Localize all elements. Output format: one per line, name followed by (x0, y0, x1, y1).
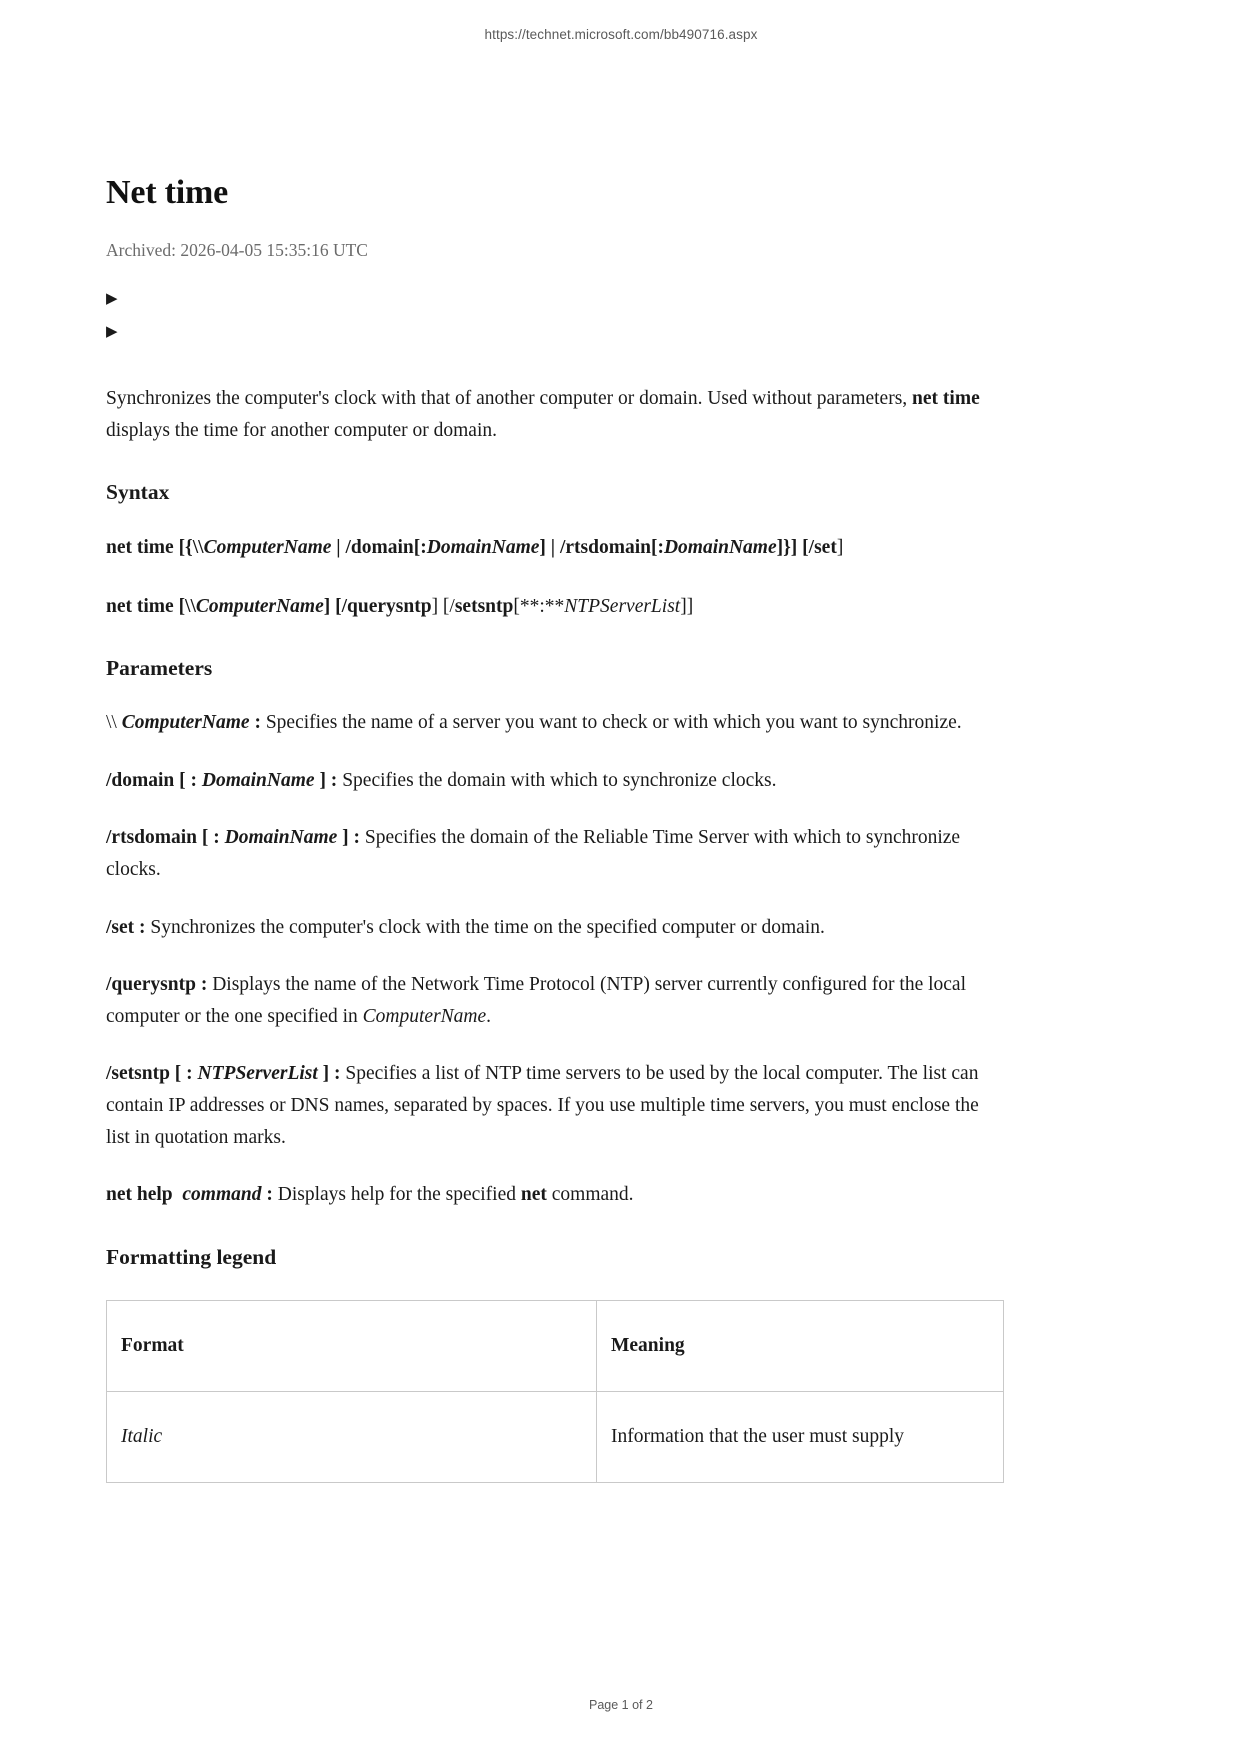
param6-term: net help (106, 1184, 173, 1206)
param1-term-var: DomainName (201, 769, 315, 791)
param6-desc-pre: Displays help for the specified (272, 1184, 521, 1206)
parameters-heading: Parameters (106, 656, 213, 681)
param3-desc: Synchronizes the computer's clock with the time on the specified computer or domain. (145, 916, 825, 938)
syntax-line-2 (106, 591, 1004, 623)
syntax2-b1: [\\ (173, 595, 196, 617)
source-url: https://technet.microsoft.com/bb490716.aspx (484, 27, 758, 42)
param5-term-var: NTPServerList (197, 1063, 318, 1085)
param4-term: /querysntp (106, 974, 196, 996)
parameter-set (106, 912, 1004, 944)
syntax2-bi2: NTPServerList (564, 595, 681, 617)
table-row (107, 1391, 1004, 1482)
syntax1-cmd: net time (106, 537, 174, 559)
param1-term-a: /domain [ : (106, 769, 202, 791)
syntax1-bi2: DomainName (426, 537, 540, 559)
syntax2-cmd: net time (106, 595, 174, 617)
parameter-rtsdomain (106, 822, 1004, 885)
param4-desc-post: . (486, 1005, 492, 1027)
syntax1-b2: | /domain[: (331, 537, 427, 559)
param1-desc: Specifies the domain with which to synchronize clocks. (337, 769, 777, 791)
parameter-domain (106, 765, 1004, 797)
formatting-legend-table (106, 1300, 1004, 1483)
intro-bold-command: net time (912, 388, 980, 409)
column-header-format: Format (107, 1300, 597, 1391)
expand-triangle-icon[interactable]: ▶ (106, 291, 118, 307)
cell-meaning-italic: Information that the user must supply (597, 1391, 1004, 1482)
param0-plain: \\ (106, 712, 122, 734)
parameter-querysntp (106, 969, 1004, 1032)
param3-colon: : (134, 916, 146, 938)
cell-format-italic (107, 1391, 597, 1482)
formatting-legend-heading: Formatting legend (106, 1244, 277, 1269)
syntax1-bi1: ComputerName (203, 537, 332, 559)
archived-timestamp: Archived: 2026-04-05 15:35:16 UTC (106, 240, 368, 260)
syntax-heading: Syntax (106, 480, 170, 505)
parameter-net-help (106, 1179, 1004, 1211)
syntax2-b2: ] [/querysntp (323, 595, 432, 617)
intro-paragraph (106, 383, 1004, 446)
param4-desc-var: ComputerName (362, 1005, 487, 1027)
parameter-setsntp (106, 1058, 1004, 1153)
syntax1-tail: ] (836, 537, 844, 559)
syntax2-b3: setsntp (454, 595, 514, 617)
intro-text-part1: Synchronizes the computer's clock with that of another computer or domain. Used without parameters, (106, 388, 913, 409)
param5-desc: Specifies a list of NTP time servers to be used by the local computer. The list can contain IP addresses or DNS names, separated by spaces. If you use multiple time servers, you must enclose the list in quotation marks. (106, 1063, 979, 1148)
param1-term-b: ] : (314, 769, 338, 791)
intro-text-part2: displays the time for another computer or domain. (106, 419, 497, 441)
syntax1-b4: ]}] [/set (776, 537, 837, 559)
syntax2-bi1: ComputerName (195, 595, 324, 617)
page-title: Net time (106, 174, 229, 211)
param4-desc-pre: Displays the name of the Network Time Protocol (NTP) server currently configured for the local computer or the one specified in (106, 974, 967, 1027)
document-content (106, 174, 1004, 1483)
param0-desc: Specifies the name of a server you want to check or with which you want to synchronize. (260, 712, 962, 734)
param0-term: ComputerName (121, 712, 250, 734)
param6-term-var: command (182, 1184, 262, 1206)
syntax2-plain1: ] [/ (431, 595, 455, 617)
param6-desc-post: command. (546, 1184, 634, 1206)
syntax1-bi3: DomainName (663, 537, 777, 559)
table-header-row (107, 1300, 1004, 1391)
param2-term-b: ] : (337, 827, 361, 849)
expand-triangle-icon[interactable]: ▶ (106, 324, 118, 340)
param2-desc: Specifies the domain of the Reliable Time Server with which to synchronize clocks. (106, 827, 961, 881)
collapse-toggles (106, 291, 1004, 357)
param5-term-a: /setsntp [ : (106, 1063, 198, 1085)
syntax1-b3: ] | /rtsdomain[: (539, 537, 664, 559)
column-header-meaning: Meaning (597, 1300, 1004, 1391)
syntax2-plain3: ]] (680, 595, 694, 617)
syntax1-b1: [{\\ (173, 537, 204, 559)
param2-term-var: DomainName (224, 827, 338, 849)
syntax-line-1 (106, 532, 1004, 564)
param5-term-b: ] : (317, 1063, 341, 1085)
param2-term-a: /rtsdomain [ : (106, 827, 225, 849)
param0-colon: : (249, 712, 261, 734)
page-footer: Page 1 of 2 (589, 1698, 653, 1712)
italic-sample: Italic (121, 1425, 163, 1447)
param4-colon: : (195, 974, 208, 996)
parameter-computername (106, 707, 1004, 739)
syntax2-plain2: [**:** (513, 595, 565, 617)
param6-desc-bold: net (520, 1184, 547, 1206)
param3-term: /set (106, 916, 135, 938)
param6-colon: : (261, 1184, 273, 1206)
